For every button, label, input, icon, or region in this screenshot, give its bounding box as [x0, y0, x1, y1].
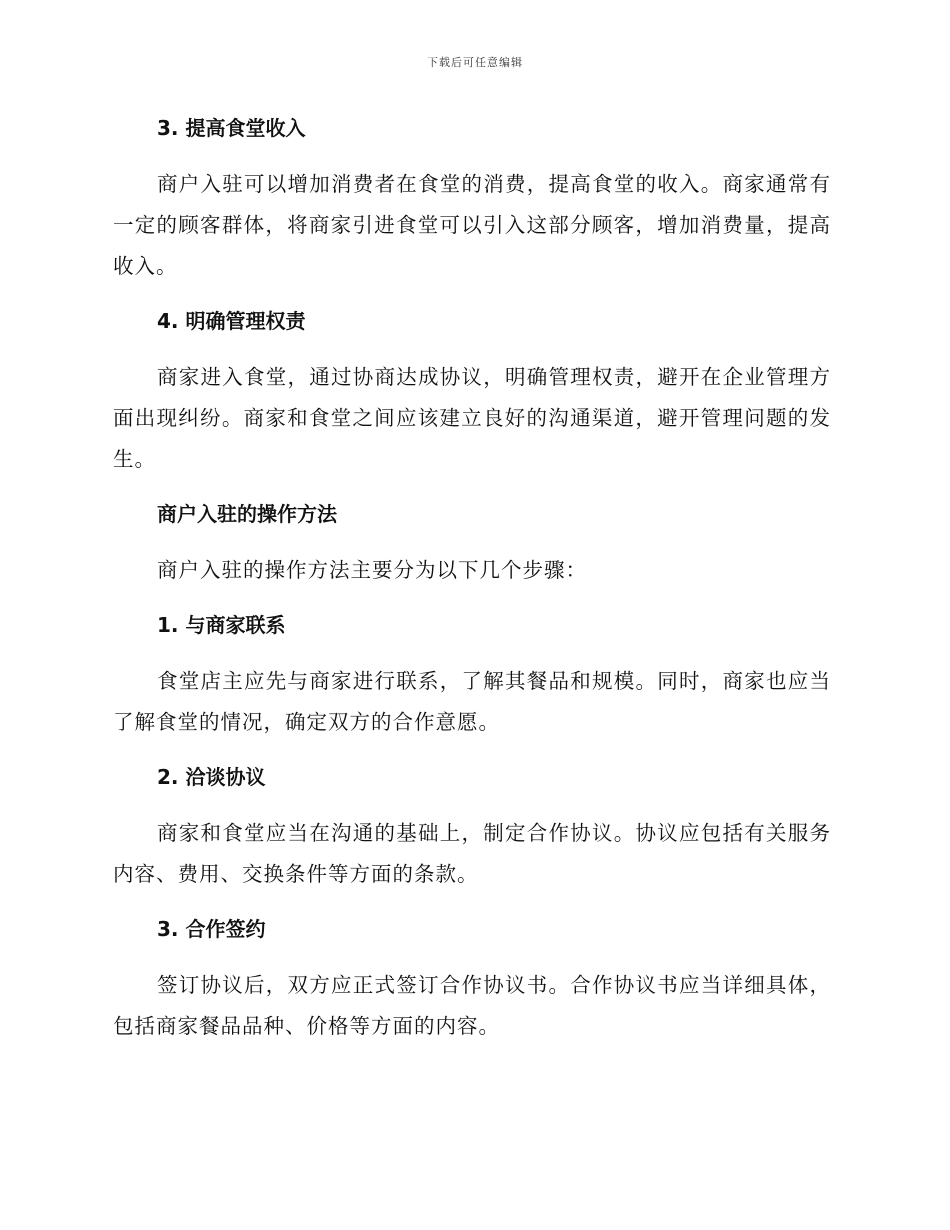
section-sign-contract: [113, 909, 831, 1047]
section-heading: 1. 与商家联系: [157, 613, 286, 637]
section-paragraph: 食堂店主应先与商家进行联系，了解其餐品和规模。同时，商家也应当了解食堂的情况，确定双方的合作意愿。: [113, 669, 831, 734]
section-paragraph: 签订协议后，双方应正式签订合作协议书。合作协议书应当详细具体，包括商家餐品品种、价格等方面的内容。: [113, 973, 831, 1038]
section-paragraph: 商家进入食堂，通过协商达成协议，明确管理权责，避开在企业管理方面出现纠纷。商家和食堂之间应该建立良好的沟通渠道，避开管理问题的发生。: [113, 365, 831, 471]
section-paragraph: 商家和食堂应当在沟通的基础上，制定合作协议。协议应包括有关服务内容、费用、交换条件等方面的条款。: [113, 821, 831, 886]
section-paragraph: 商户入驻的操作方法主要分为以下几个步骤：: [157, 558, 587, 582]
page-header: 下载后可任意编辑: [427, 56, 523, 69]
section-contact-merchant: [113, 605, 831, 743]
section-negotiate-agreement: [113, 757, 831, 895]
section-operation-methods: [113, 494, 831, 591]
section-heading: 商户入驻的操作方法: [157, 502, 337, 526]
section-clarify-responsibilities: [113, 301, 831, 480]
section-heading: 4. 明确管理权责: [157, 309, 306, 333]
document-body: [113, 108, 831, 1061]
section-paragraph: 商户入驻可以增加消费者在食堂的消费，提高食堂的收入。商家通常有一定的顾客群体，将商家引进食堂可以引入这部分顾客，增加消费量，提高收入。: [113, 172, 831, 278]
section-heading: 3. 合作签约: [157, 917, 266, 941]
section-heading: 2. 洽谈协议: [157, 765, 266, 789]
section-heading: 3. 提高食堂收入: [157, 116, 306, 140]
section-increase-income: [113, 108, 831, 287]
